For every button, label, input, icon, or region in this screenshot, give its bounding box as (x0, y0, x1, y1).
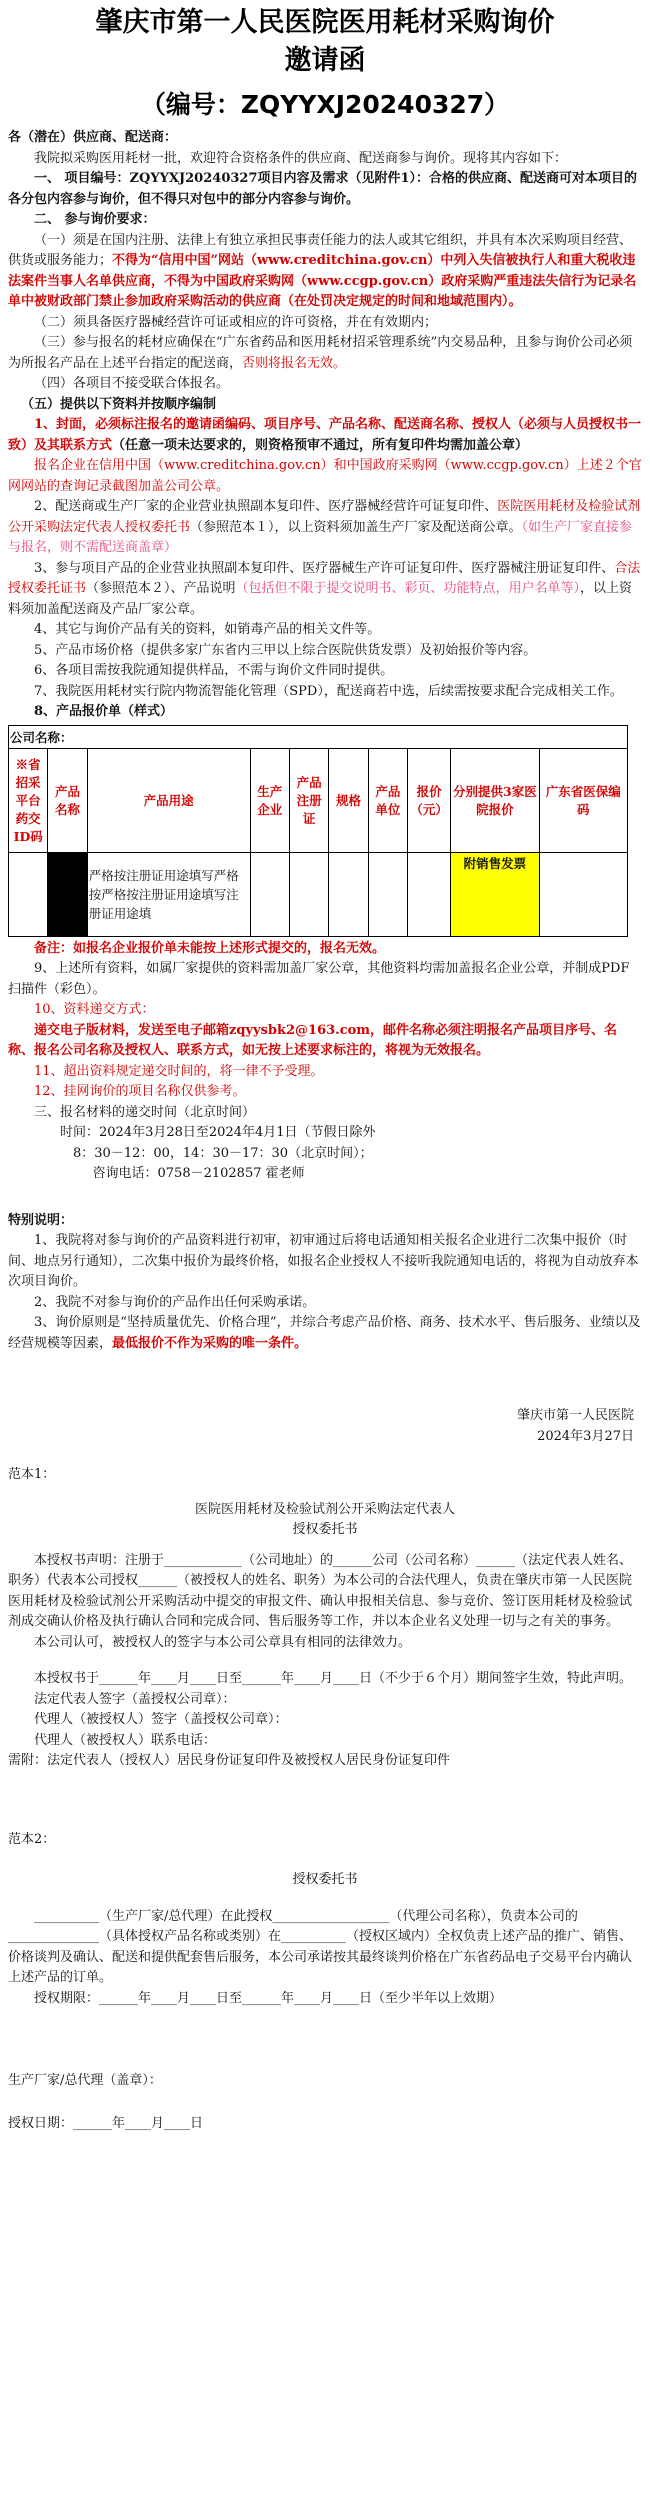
spacer (8, 1850, 642, 1870)
company-name-cell: 公司名称： (9, 725, 628, 748)
sample1-p1: 本授权书声明：注册于____________（公司地址）的______公司（公司名称）______（法定代表人姓名、职务）代表本公司授权______（被授权人的姓名、职务）为本公司的合法代理人，负责在肇庆市第一人民医院医用耗材及检验试剂公开采购活动中提交的审报文件、确认申报相关信息、参与竞价、签订医用耗材及检验试剂成交确认价格及执行确认合同和完成合同、售后服务等工作，并以本企业名义处理一切与之有关的事务。 (8, 1552, 633, 1629)
spacer (8, 1772, 642, 1830)
sample2-label: 范本2： (8, 1831, 56, 1847)
section-2-p3-b: 否则将报名无效。 (242, 355, 347, 371)
list-item-2-a: 2、配送商或生产厂家的企业营业执照副本复印件、医疗器械经营许可证复印件、 (34, 499, 498, 514)
list-item-2-c: （参照范本１），以上资料须加盖生产厂家及配送商公章。 (190, 519, 522, 535)
section-2-p1-a: （一）须是在国内注册、法律上有独立承担民事责任能力的法人或其它组织，并具有本次采购项目经营、供货或服务能力； (8, 232, 633, 268)
sample2-p1: __________（生产厂家/总代理）在此授权__________________（代理公司名称），负责本公司的______________（具体授权产品名称或类别）在__________（授权区域内）全权负责上述产品的推广、销售、价格谈判及确认、配送和提供配套售后服务，本公司承诺按其最终谈判价格在广东省药品电子交易平台内确认上述产品的订单。 (8, 1908, 633, 1985)
list-item-8: 8、产品报价单（样式） (34, 704, 174, 719)
spacer (8, 1354, 642, 1406)
header-unit: 产品单位 (368, 748, 407, 852)
spacer (8, 2092, 642, 2114)
header-manufacturer: 生产企业 (250, 748, 289, 852)
section-1 (8, 169, 642, 210)
sample2-title: 授权委托书 (292, 1872, 358, 1887)
special-heading: 特别说明： (8, 1212, 74, 1228)
doc-title-line2: 邀请函 (284, 45, 366, 76)
header-spec: 规格 (329, 748, 368, 852)
form-note: 备注：如报名企业报价单未能按上述形式提交的，报名无效。 (34, 940, 386, 956)
section-3-hours: 8：30－12：00，14：30－17：30（北京时间）； (73, 1145, 373, 1161)
header-id-code: ※省招采平台药交ID码 (9, 748, 48, 852)
sample1-l1: 法定代表人签字（盖授权公司章）： (34, 1691, 236, 1707)
sample2-l2: 授权日期：______年____月____日 (8, 2115, 204, 2131)
list-item-3-d: （包括但不限于提交说明书、彩页、功能特点，用户名单等） (235, 581, 581, 596)
list-item-2 (8, 497, 642, 559)
spacer (8, 1486, 642, 1500)
doc-title-line1: 肇庆市第一人民医院医用耗材采购询价 (95, 7, 555, 38)
list-item-5: 5、产品市场价格（提供多家广东省内三甲以上综合医院供货发票）及初始报价等内容。 (34, 642, 537, 658)
sample2-l1: 生产厂家/总代理（盖章）： (8, 2073, 162, 2088)
list-item-1 (8, 415, 642, 456)
header-three-hospitals: 分别提供3家医院报价 (451, 748, 539, 852)
list-item-3-a: 3、参与项目产品的企业营业执照副本复印件、医疗器械生产许可证复印件、医疗器械注册证复印件、 (34, 560, 615, 576)
list-item-1-a: 1、封面，必须标注报名的邀请函编码、项目序号、产品名称、配送商名称、授权人（必须与人员授权书一致）及其联系方式 (8, 417, 642, 453)
special-p3 (8, 1313, 642, 1354)
quote-table (8, 725, 628, 937)
section-2-p5: （五）提供以下资料并按顺序编制 (21, 396, 217, 412)
doc-body (0, 128, 650, 723)
cell-price (408, 852, 451, 936)
document-page (0, 4, 650, 2514)
header-product-name: 产品名称 (48, 748, 87, 852)
list-item-10: 10、资料递交方式： (34, 1002, 155, 1017)
list-item-3-c: （参照范本２）、产品说明 (86, 581, 236, 596)
header-price: 报价（元） (408, 748, 451, 852)
section-3-time: 时间：2024年3月28日至2024年4月1日（节假日除外 (60, 1125, 376, 1140)
section-2-p2: （二）须具备医疗器械经营许可证或相应的许可资格，并在有效期内； (34, 314, 438, 330)
special-p3-a: 3、询价原则是“坚持质量优先、价格合理”，并综合考虑产品价格、商务、技术水平、售后服务、业绩以及经营规模等因素， (8, 1315, 641, 1351)
cell-manufacturer (250, 852, 289, 936)
signature-date: 2024年3月27日 (537, 1428, 634, 1444)
section-2-p1 (8, 231, 642, 313)
doc-number: （编号：ZQYYXJ20240327） (140, 90, 510, 119)
list-item-2-b: 医院医用耗材及检验试剂公开采购法定代表人授权委托书 (8, 499, 641, 535)
sample1-l3: 代理人（被授权人）联系电话： (34, 1732, 217, 1748)
quote-form (0, 725, 650, 960)
cell-registration (289, 852, 328, 936)
cell-invoice: 附销售发票 (451, 852, 539, 936)
spacer (8, 1541, 642, 1551)
cell-unit (368, 852, 407, 936)
list-item-2-d: （如生产厂家直接参与报名，则不需配送商盖章） (8, 519, 633, 555)
section-1-text: 一、 项目编号：ZQYYXJ20240327项目内容及需求（见附件1）：合格的供应商、配送商可对本项目的各分包内容参与询价，但不得只对包中的部分内容参与询价。 (8, 171, 638, 207)
cell-id (9, 852, 48, 936)
section-2-heading: 二、 参与询价要求： (34, 212, 156, 227)
greeting: 各（潜在）供应商、配送商： (8, 130, 178, 145)
intro-text: 我院拟采购医用耗材一批，欢迎符合资格条件的供应商、配送商参与询价。现将其内容如下： (34, 150, 568, 166)
cell-name-redacted (48, 852, 87, 936)
spacer (8, 2009, 642, 2071)
form-note-wrap (0, 939, 650, 960)
list-item-1-c: 报名企业在信用中国（www.creditchina.gov.cn）和中国政府采购网（www.ccgp.gov.cn）上述２个官网网站的查询记录截图加盖公司公章。 (8, 458, 642, 494)
sample1-p3: 本授权书于______年____月____日至______年____月____日（不少于６个月）期间签字生效，特此声明。 (34, 1671, 633, 1686)
header-registration: 产品注册证 (289, 748, 328, 852)
signature-org: 肇庆市第一人民医院 (516, 1408, 634, 1423)
section-2-p3-a: （三）参与报名的耗材应确保在“广东省药品和医用耗材招采管理系统”内交易品种，且参与询价公司必须为所报名产品在上述平台指定的配送商， (8, 335, 633, 371)
spacer (8, 1185, 642, 1211)
special-p1: 1、我院将对参与询价的产品资料进行初审，初审通过后将电话通知相关报名企业进行二次集中报价（时间、地点另行通知），二次集中报价为最终价格，如报名企业授权人不接听我院通知电话的，将视为自动放弃本次项目询价。 (8, 1233, 639, 1289)
sample1-label: 范本1： (8, 1467, 56, 1482)
sample1-p2: 本公司认可，被授权人的签字与本公司公章具有相同的法律效力。 (34, 1634, 412, 1650)
sample1-title1: 医院医用耗材及检验试剂公开采购法定代表人 (194, 1501, 455, 1517)
header-insurance-code: 广东省医保编码 (539, 748, 627, 852)
header-product-usage: 产品用途 (87, 748, 250, 852)
list-item-7: 7、我院医用耗材实行院内物流智能化管理（SPD），配送商若中选，后续需按要求配合完成相关工作。 (34, 683, 623, 699)
special-p2: 2、我院不对参与询价的产品作出任何采购承诺。 (34, 1294, 316, 1310)
sample1-l4: 需附：法定代表人（授权人）居民身份证复印件及被授权人居民身份证复印件 (8, 1753, 451, 1768)
cell-spec (329, 852, 368, 936)
cell-insurance (539, 852, 627, 936)
sample1-title2: 授权委托书 (292, 1522, 358, 1537)
list-item-3-e: ，以上资料须加盖配送商及产品厂家公章。 (8, 581, 633, 617)
list-item-1-b: （任意一项未达要求的，则资格预审不通过，所有复印件均需加盖公章） (112, 437, 529, 453)
list-item-4: 4、其它与询价产品有关的资料，如销毒产品的相关文件等。 (34, 622, 381, 637)
spacer (8, 1447, 642, 1465)
list-item-3 (8, 559, 642, 621)
section-2-p3 (8, 333, 642, 374)
special-p3-b: 最低报价不作为采购的唯一条件。 (112, 1335, 308, 1351)
spacer (8, 1891, 642, 1907)
doc-body-2 (0, 959, 650, 2134)
section-2-p1-b: 不得为“信用中国”网站（www.creditchina.gov.cn）中列入失信被执行人和重大税收违法案件当事人名单供应商，不得为中国政府采购网（www.ccgp.gov.cn）政府采购严重违法失信行为记录名单中被财政部门禁止参加政府采购活动的供应商（在处罚决定规定的时间和地域范围内）。 (8, 253, 637, 309)
list-item-3-b: 合法授权委托证书 (8, 560, 641, 596)
section-2-p4: （四）各项目不接受联合体报名。 (34, 376, 230, 391)
cell-usage: 严格按注册证用途填写严格按严格按注册证用途填写注册证用途填 (87, 852, 250, 936)
sample2-p2: 授权期限：______年____月____日至______年____月____日（至少半年以上效期） (34, 1990, 503, 2006)
list-item-11: 11、超出资料规定递交时间的，将一律不予受理。 (34, 1063, 324, 1079)
sample1-l2: 代理人（被授权人）签字（盖授权公司章）： (34, 1712, 288, 1727)
list-item-12: 12、挂网询价的项目名称仅供参考。 (34, 1084, 246, 1099)
list-item-10-detail: 递交电子版材料，发送至电子邮箱zqyysbk2@163.com，邮件名称必须注明报名产品项目序号、名称、报名公司名称及授权人、联系方式，如无按上述要求标注的，将视为无效报名。 (8, 1022, 618, 1058)
section-3-heading: 三、报名材料的递交时间（北京时间） (34, 1104, 256, 1120)
spacer (8, 1653, 642, 1669)
section-3-phone: 咨询电话：0758－2102857 霍老师 (92, 1166, 305, 1181)
list-item-9: 9、上述所有资料，如属厂家提供的资料需加盖厂家公章，其他资料均需加盖报名企业公章，并制成PDF扫描件（彩色）。 (8, 961, 630, 997)
list-item-6: 6、各项目需按我院通知提供样品，不需与询价文件同时提供。 (34, 663, 394, 678)
